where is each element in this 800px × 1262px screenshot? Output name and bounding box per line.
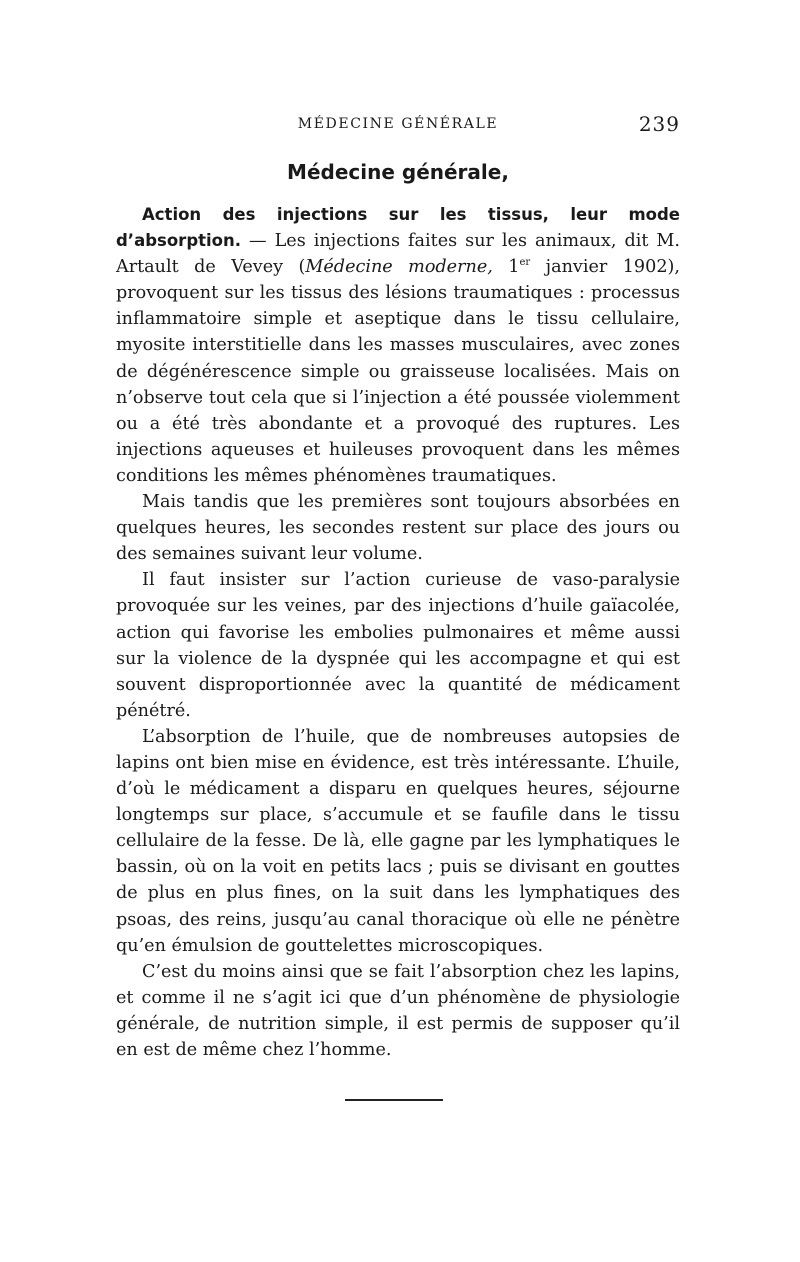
paragraph-1-date: 1 [492,257,520,278]
paragraph-2: Mais tandis que les premières sont toujours absorbées en quelques heures, les secondes restent sur place des jours ou des semaines suivant leur volume. [116,492,680,565]
page-number: 239 [638,112,680,136]
ordinal-superscript: er [519,257,531,269]
end-rule [345,1099,443,1101]
paragraph-4: L’absorption de l’huile, que de nombreuses autopsies de lapins ont bien mise en évidence, est très intéressante. L’huile, d’où le médicament a disparu en quelques heures, séjourne longtemps sur place, s’accumule et se faufile dans le tissu cellulaire de la fesse. De là, elle gagne par les lymphatiques le bassin, où on la voit en petits lacs ; puis se divisant en gouttes de plus en plus fines, on la suit dans les lymphatiques des psoas, des reins, jusqu’au canal thoracique où elle ne pénètre qu’en émulsion de gouttelettes microscopiques. [116,726,680,956]
paragraph-1-intro: — Les injections faites sur les animaux, dit M. Artault de Vevey ( [116,231,680,278]
paragraph-5: C’est du moins ainsi que se fait l’absorption chez les lapins, et comme il ne s’agit ici que d’un phénomène de physiologie générale, de nutrition simple, il est permis de supposer qu’il en est de même chez l’homme. [116,961,680,1060]
running-title: MÉDECINE GÉNÉRALE [297,116,499,132]
article-title: Action des injections sur les tissus, leur mode d’absorption. [116,205,680,251]
paragraph-1 [116,202,680,489]
article-body [116,202,680,1063]
book-page [116,112,680,1101]
paragraph-3: Il faut insister sur l’action curieuse de vaso-paralysie provoquée sur les veines, par des injections d’huile gaïacolée, action qui favorise les embolies pulmonaires et même aussi sur la violence de la dyspnée qui les accompagne et qui est souvent disproportionnée avec la quantité de médicament pénétré. [116,570,680,721]
journal-name: Médecine moderne, [305,257,493,278]
section-title: Médecine générale, [287,160,509,184]
paragraph-1-text: janvier 1902), provoquent sur les tissus des lésions traumatiques : processus inflammatoire simple et aseptique dans le tissu cellulaire, myosite interstitielle dans les masses musculaires, avec zones de dégénérescence simple ou graisseuse localisées. Mais on n’observe tout cela que si l’injection a été poussée violemment ou a été très abondante et a provoqué des ruptures. Les injections aqueuses et huileuses provoquent dans les mêmes conditions les mêmes phénomènes traumatiques. [116,257,680,486]
running-head [116,112,680,142]
